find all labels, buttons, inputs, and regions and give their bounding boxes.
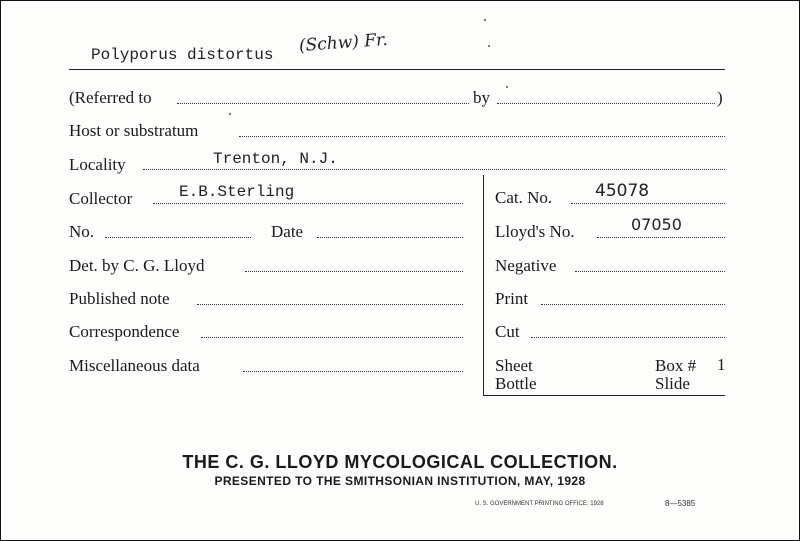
referred-to-line xyxy=(177,103,469,104)
cat-no-label: Cat. No. xyxy=(495,188,553,207)
collection-subtitle: PRESENTED TO THE SMITHSONIAN INSTITUTION, MAY, 1928 xyxy=(214,474,586,488)
sheet-label: Sheet xyxy=(495,356,533,375)
collector-label: Collector xyxy=(69,189,133,208)
print-label: Print xyxy=(495,289,529,308)
correspondence-label: Correspondence xyxy=(69,322,180,341)
by-line xyxy=(497,103,715,104)
close-paren: ) xyxy=(717,88,723,107)
lloyds-no-value: 07050 xyxy=(631,215,682,234)
locality-label: Locality xyxy=(69,155,126,174)
misc-label: Miscellaneous data xyxy=(69,356,200,375)
lloyds-no-label: Lloyd's No. xyxy=(495,222,575,241)
misc-line xyxy=(243,371,463,372)
det-line xyxy=(245,271,463,272)
species-line xyxy=(69,69,725,70)
species-authority: (Schw) Fr. xyxy=(298,29,389,57)
published-line xyxy=(197,304,463,305)
date-label: Date xyxy=(271,222,304,241)
no-label: No. xyxy=(69,222,95,241)
det-label: Det. by C. G. Lloyd xyxy=(69,256,205,275)
referred-to-label: (Referred to xyxy=(69,88,152,107)
collection-title: THE C. G. LLOYD MYCOLOGICAL COLLECTION. xyxy=(182,452,618,472)
locality-value: Trenton, N.J. xyxy=(213,150,338,168)
scan-speck xyxy=(229,113,231,115)
cut-label: Cut xyxy=(495,322,520,341)
box-number-label: Box # xyxy=(655,356,697,375)
negative-line xyxy=(575,271,725,272)
by-label: by xyxy=(473,88,490,107)
box-number-value: 1 xyxy=(717,355,726,374)
locality-line xyxy=(143,169,725,170)
cat-no-line xyxy=(571,203,725,204)
print-line xyxy=(541,304,725,305)
host-line xyxy=(239,136,725,137)
collector-value: E.B.Sterling xyxy=(179,183,295,201)
published-label: Published note xyxy=(69,289,170,308)
date-line xyxy=(317,237,463,238)
scan-speck xyxy=(506,86,508,88)
scan-speck xyxy=(488,45,490,47)
no-line xyxy=(105,237,251,238)
form-code: 8—5385 xyxy=(665,499,696,508)
correspondence-line xyxy=(201,337,463,338)
slide-label: Slide xyxy=(655,374,690,393)
lloyds-no-line xyxy=(597,237,725,238)
collector-line xyxy=(153,203,463,204)
negative-label: Negative xyxy=(495,256,557,275)
species-name: Polyporus distortus xyxy=(91,46,274,64)
scan-speck xyxy=(484,19,486,21)
host-label: Host or substratum xyxy=(69,121,199,140)
bottle-label: Bottle xyxy=(495,374,537,393)
cat-no-value: 45078 xyxy=(595,181,650,201)
cut-line xyxy=(531,337,725,338)
printer-imprint: U. S. GOVERNMENT PRINTING OFFICE: 1928 xyxy=(475,501,604,507)
